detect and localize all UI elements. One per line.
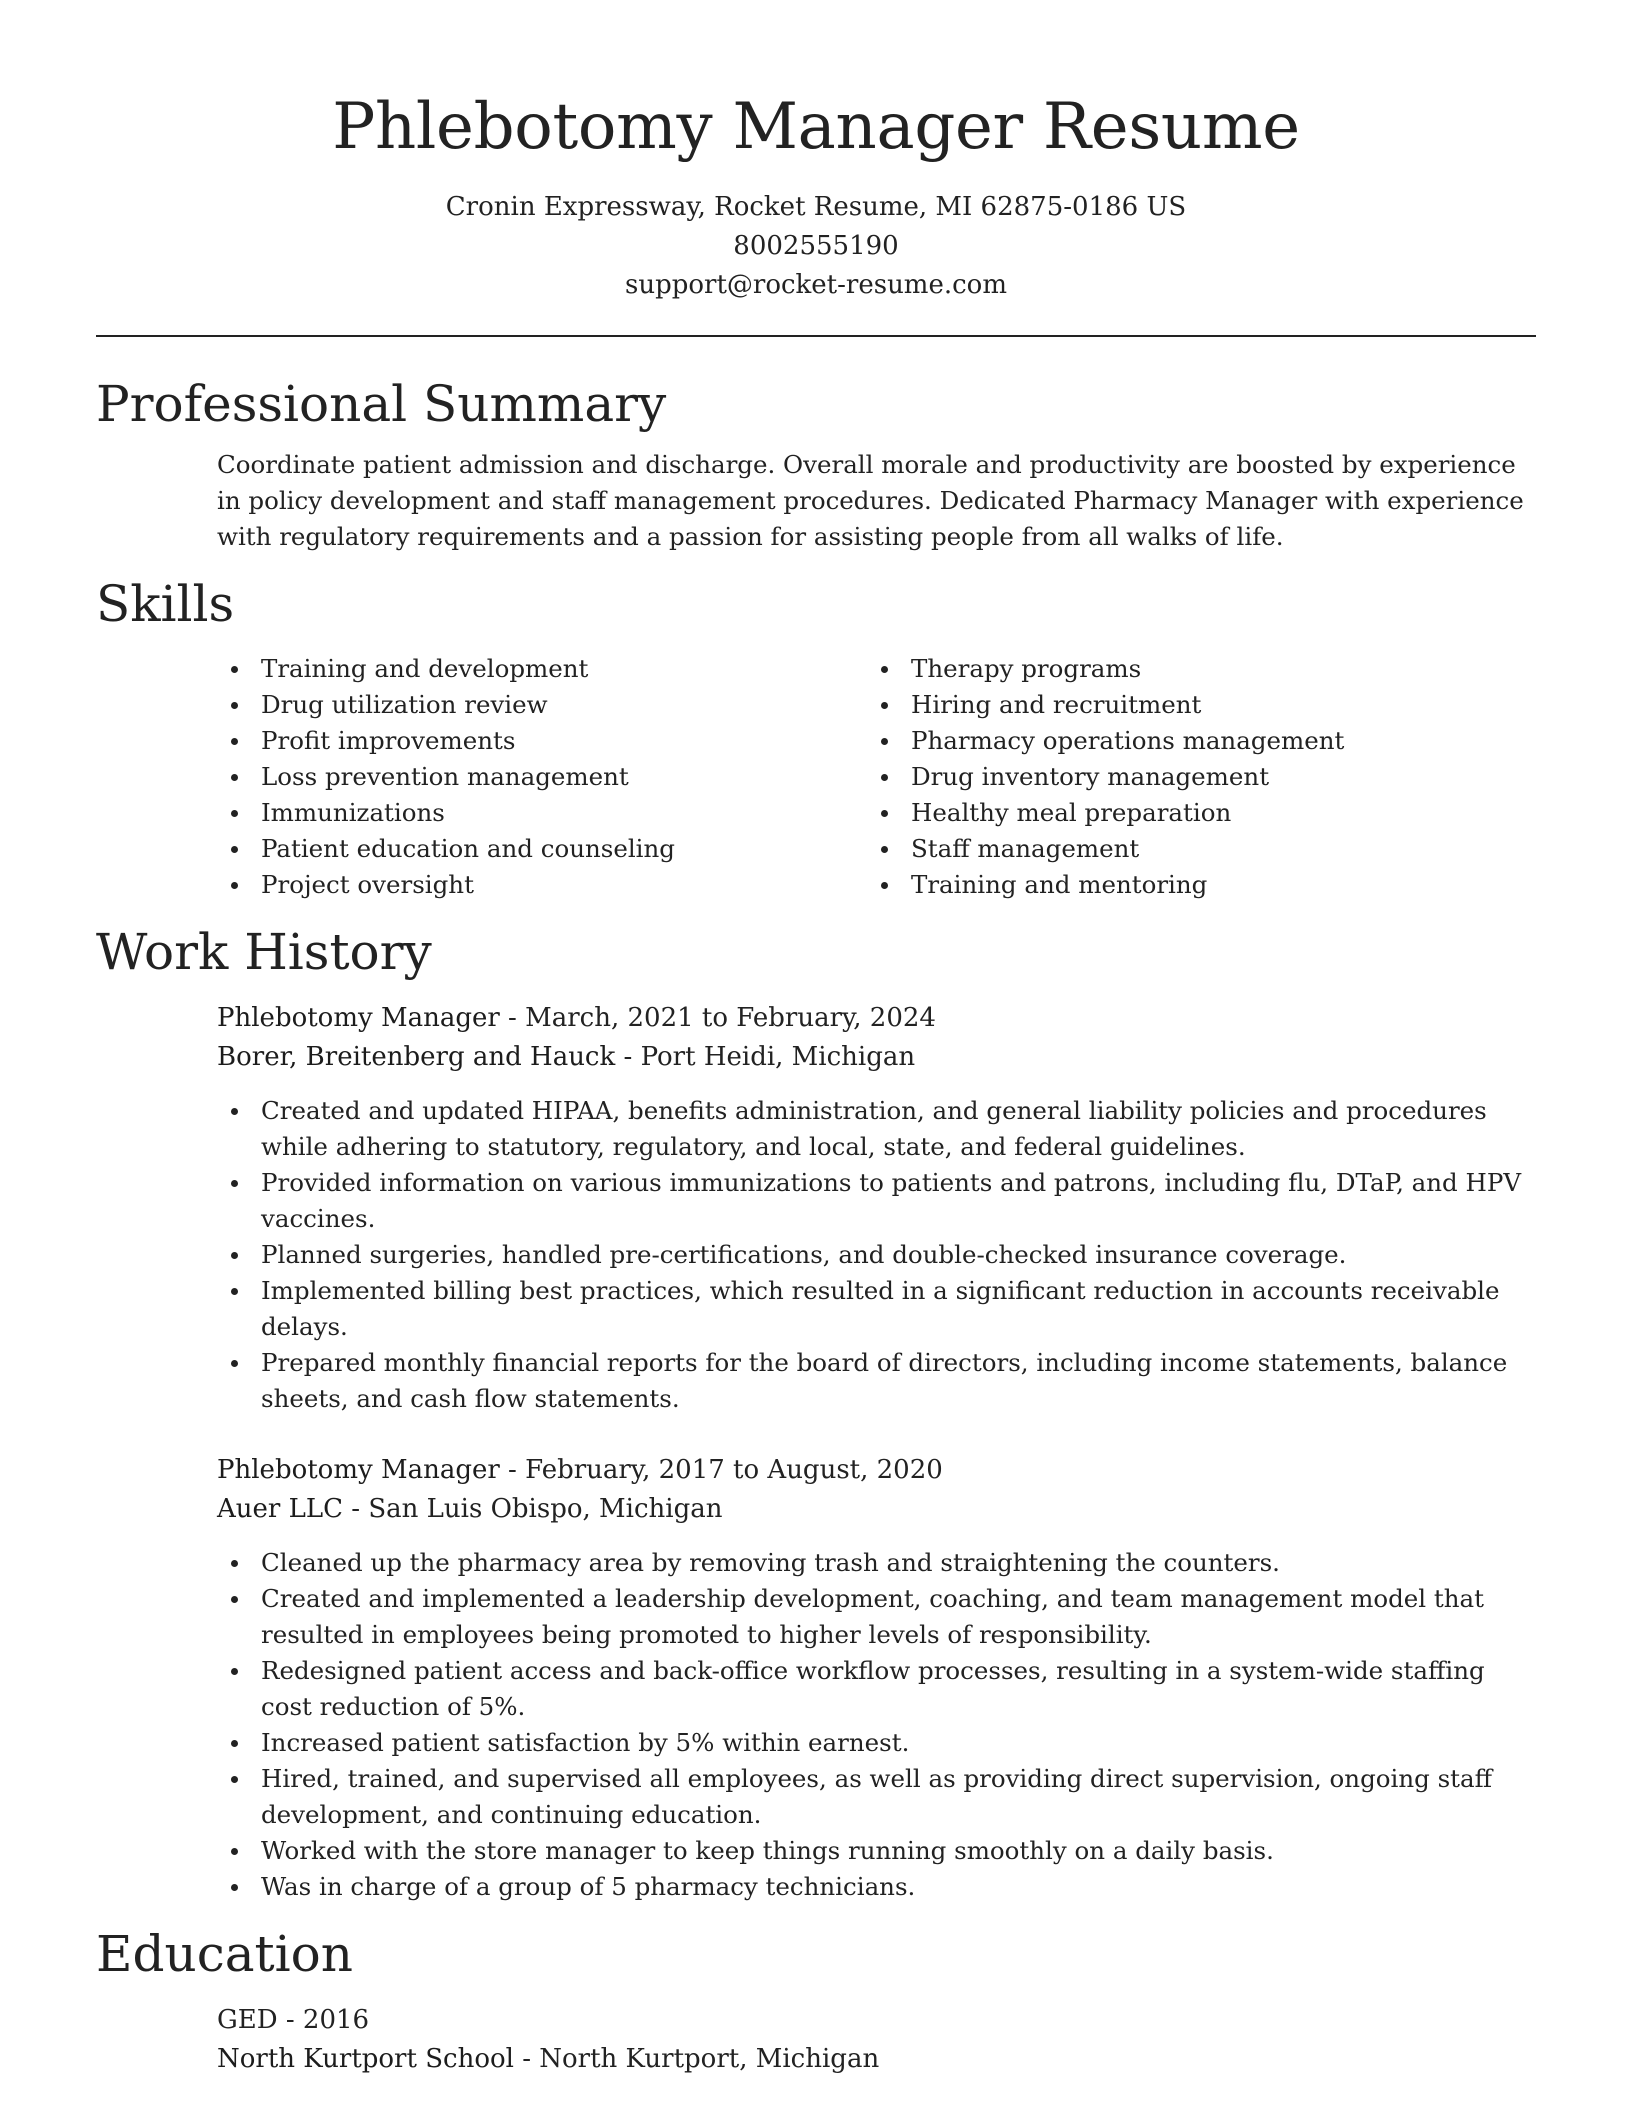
- skill-item: Therapy programs: [867, 651, 1517, 687]
- skills-column-right: [867, 651, 1517, 903]
- contact-block: [96, 188, 1536, 305]
- education-year: - 2016: [277, 2005, 370, 2035]
- duty-item: Created and updated HIPAA, benefits administration, and general liability policies and procedures while adhering to statutory, regulatory, and local, state, and federal guidelines.: [217, 1093, 1536, 1165]
- skill-item: Drug utilization review: [217, 687, 867, 723]
- skill-item: Training and mentoring: [867, 867, 1517, 903]
- contact-address: Cronin Expressway, Rocket Resume, MI 62875-0186 US: [445, 192, 1187, 222]
- duty-item: Planned surgeries, handled pre-certifications, and double-checked insurance coverage.: [217, 1237, 1536, 1273]
- education-degree: GED: [217, 2005, 278, 2035]
- duty-item: Hired, trained, and supervised all employees, as well as providing direct supervision, ongoing staff development, and continuing education.: [217, 1761, 1536, 1833]
- skill-item: Patient education and counseling: [217, 831, 867, 867]
- job-role: Phlebotomy Manager: [217, 1003, 500, 1033]
- summary-text: Coordinate patient admission and discharge. Overall morale and productivity are boosted by experience in policy development and staff management procedures. Dedicated Pharmacy Manager with experience with regulatory requirements and a passion for assisting people from all walks of life.: [217, 450, 1524, 551]
- skill-item: Loss prevention management: [217, 759, 867, 795]
- duty-item: Redesigned patient access and back-office workflow processes, resulting in a system-wide staffing cost reduction of 5%.: [217, 1653, 1536, 1725]
- duty-item: Prepared monthly financial reports for the board of directors, including income statements, balance sheets, and cash flow statements.: [217, 1345, 1536, 1417]
- duty-item: Implemented billing best practices, which resulted in a significant reduction in accounts receivable delays.: [217, 1273, 1536, 1345]
- duty-item: Created and implemented a leadership development, coaching, and team management model that resulted in employees being promoted to higher levels of responsibility.: [217, 1581, 1536, 1653]
- skills-heading: Skills: [96, 575, 235, 633]
- education-school-line: [217, 2040, 1536, 2079]
- job-entry: [217, 1451, 1536, 1905]
- skill-item: Profit improvements: [217, 723, 867, 759]
- skill-item: Hiring and recruitment: [867, 687, 1517, 723]
- contact-email: support@rocket-resume.com: [624, 270, 1007, 300]
- job-duties: [217, 1093, 1536, 1417]
- education-entry: [217, 2001, 1536, 2079]
- job-duties: [217, 1545, 1536, 1905]
- job-entry: [217, 999, 1536, 1417]
- skill-item: Healthy meal preparation: [867, 795, 1517, 831]
- education-heading: Education: [96, 1925, 353, 1983]
- skill-item: Training and development: [217, 651, 867, 687]
- job-title-line: [217, 1451, 1536, 1490]
- work-history-heading: Work History: [96, 923, 432, 981]
- education-school: North Kurtport School: [217, 2044, 514, 2074]
- job-dates: - February, 2017 to August, 2020: [499, 1455, 943, 1485]
- skill-item: Immunizations: [217, 795, 867, 831]
- job-company-line: [217, 1490, 1536, 1529]
- contact-phone: 8002555190: [733, 231, 899, 261]
- education-location: - North Kurtport, Michigan: [513, 2044, 880, 2074]
- job-title-line: [217, 999, 1536, 1038]
- duty-item: Worked with the store manager to keep things running smoothly on a daily basis.: [217, 1833, 1536, 1869]
- header-divider: [96, 335, 1536, 337]
- duty-item: Provided information on various immunizations to patients and patrons, including flu, DTaP, and HPV vaccines.: [217, 1165, 1536, 1237]
- job-dates: - March, 2021 to February, 2024: [499, 1003, 936, 1033]
- duty-item: Increased patient satisfaction by 5% within earnest.: [217, 1725, 1536, 1761]
- education-degree-line: [217, 2001, 1536, 2040]
- skill-item: Pharmacy operations management: [867, 723, 1517, 759]
- skill-item: Project oversight: [217, 867, 867, 903]
- skill-item: Staff management: [867, 831, 1517, 867]
- job-location: - San Luis Obispo, Michigan: [343, 1494, 723, 1524]
- job-location: - Port Heidi, Michigan: [615, 1042, 916, 1072]
- skills-list: [217, 651, 1536, 903]
- job-company-line: [217, 1038, 1536, 1077]
- job-company: Auer LLC: [217, 1494, 344, 1524]
- resume-header: [96, 0, 1536, 305]
- duty-item: Cleaned up the pharmacy area by removing trash and straightening the counters.: [217, 1545, 1536, 1581]
- summary-heading: Professional Summary: [96, 375, 667, 433]
- job-company: Borer, Breitenberg and Hauck: [217, 1042, 616, 1072]
- skill-item: Drug inventory management: [867, 759, 1517, 795]
- job-role: Phlebotomy Manager: [217, 1455, 500, 1485]
- resume-title: Phlebotomy Manager Resume: [332, 90, 1300, 164]
- duty-item: Was in charge of a group of 5 pharmacy technicians.: [217, 1869, 1536, 1905]
- skills-column-left: [217, 651, 867, 903]
